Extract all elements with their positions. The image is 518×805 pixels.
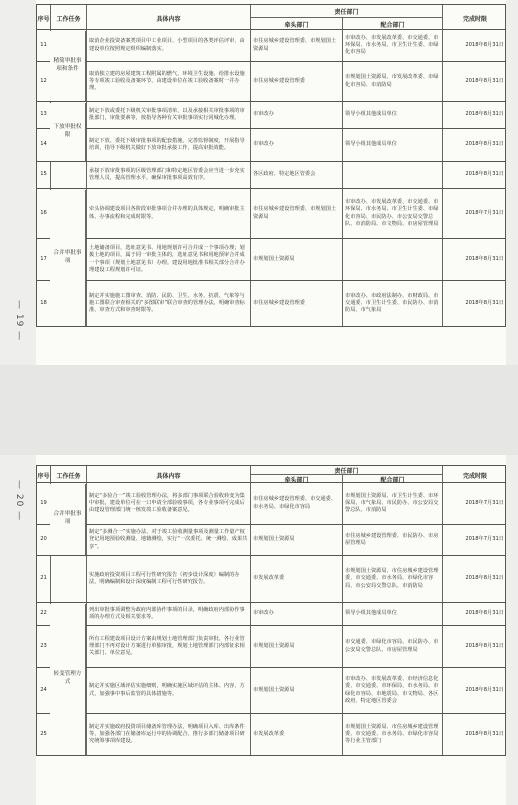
- row-coop-dept: 市审改办、市发展改革委、市交通委、市环保局、市水务局、市卫生计生委、市绿化市容局: [343, 30, 443, 61]
- row-deadline: 2018年8月31日: [465, 686, 504, 693]
- row-lead-dept: 市住房城乡建设管理委: [251, 281, 343, 326]
- row-lead-dept: 市审改办: [251, 102, 343, 128]
- header-coop: 配合部门: [343, 18, 443, 31]
- table-row: [36, 62, 506, 102]
- row-deadline: 2018年8月31日: [465, 111, 504, 118]
- row-deadline: 2018年8月31日: [465, 610, 504, 617]
- row-number: 18: [37, 281, 51, 326]
- page-number: — 19 —: [14, 300, 24, 342]
- row-content: 土地储备项目，选址意见书、用地规划许可合并成一个事项办理；划拨土地的项目，属于同一审批主体的，选址意见书和用地预审合并成一个事项（规划土地意见书）办理。建设用地批准书相关部分合并办理建设工程规划许可证。: [87, 239, 251, 280]
- row-content: 列出审批事项调整为政府内部协作事项的目录，明确政府内部协作事项的办理方式及相关要求等。: [87, 603, 251, 625]
- row-lead-dept: 市规划国土资源局: [251, 668, 343, 713]
- row-coop-dept: 领导小组其他成员单位: [343, 102, 443, 128]
- table-header: [36, 4, 506, 30]
- row-deadline: 2018年7月31日: [465, 536, 504, 543]
- header-responsible: 责任部门: [251, 466, 443, 475]
- row-number: 12: [37, 62, 51, 101]
- row-content: 牵头协调建设项目各阶段审批事项合并办理的具体规定，明确审批主体、办事流程和完成时限等。: [87, 189, 251, 238]
- row-deadline: 2018年8月31日: [465, 730, 504, 737]
- page-gap: [0, 365, 518, 455]
- row-coop-dept: [343, 239, 443, 280]
- row-deadline: 2018年8月31日: [465, 141, 504, 148]
- row-lead-dept: 市规划国土资源局: [251, 239, 343, 280]
- row-number: 21: [37, 556, 51, 602]
- row-lead-dept: 市审改办: [251, 129, 343, 161]
- table-row: [36, 525, 506, 556]
- task-group-label: 精简审批事项和条件: [50, 31, 86, 102]
- row-number: 13: [37, 102, 51, 128]
- task-group-label: 转变管理方式: [50, 604, 86, 756]
- row-number: 17: [37, 239, 51, 280]
- row-deadline: 2018年8月31日: [465, 41, 504, 48]
- row-deadline: 2018年8月31日: [465, 171, 504, 178]
- row-content: 取消企业投资备案类项目中工业项目、小型项目的各类评估评审，由建设单位按照规定组织编制落实。: [87, 30, 251, 61]
- row-content: 所有工程建设项目设计方案由规划土地管理部门负责审批，各行业管理部门不再对设计方案进行单独审批，规划土地管理部门内部征求相关部门、单位意见。: [87, 626, 251, 667]
- row-coop-dept: 市规划国土资源局、市卫生计生委、市环保局、市气象局、市民防办、市公安局交警总队、市消防局: [343, 483, 443, 524]
- row-coop-dept: 市审改办、市发展改革委、市经济信息化委、市交通委、市环保局、市水务局、市绿化市容局、市地震局、市文物局、各区政府、特定地区管委会: [343, 668, 443, 713]
- row-coop-dept: 市规划国土资源局、市住房城乡建设管理委、市交通委、市水务局、市绿化市容局等行业主管部门: [343, 714, 443, 755]
- row-number: 23: [37, 626, 51, 667]
- row-coop-dept: 领导小组其他成员单位: [343, 603, 443, 625]
- row-number: 11: [37, 30, 51, 61]
- page-number: — 20 —: [14, 480, 24, 522]
- header-task: 工作任务: [51, 466, 87, 484]
- header-lead: 牵头部门: [251, 18, 343, 31]
- row-lead-dept: 各区政府、特定地区管委会: [251, 162, 343, 188]
- table-row: [36, 239, 506, 281]
- row-content: 实施政府投资项目工程可行性研究报告（初步设计深度）编制的办法，明确编制和设计深度编制工程可行性研究报告。: [87, 556, 251, 602]
- task-group-label: 合并审批事项: [50, 190, 86, 327]
- table-row: [36, 162, 506, 189]
- row-coop-dept: 领导小组其他成员单位: [343, 129, 443, 161]
- table-row: [36, 189, 506, 239]
- row-lead-dept: 市发展改革委: [251, 714, 343, 755]
- task-group-label: 合并审批事项: [50, 484, 86, 556]
- header-no: 序号: [37, 466, 51, 484]
- row-content: 取消独立建的房屋建筑工程附属的燃气、环境卫生设施、给排水设施等专项竣工验收及备案环节，由建设单位在竣工验收备案时一并办理。: [87, 62, 251, 101]
- row-number: 22: [37, 603, 51, 625]
- header-content: 具体内容: [87, 466, 251, 484]
- table-row: [36, 603, 506, 626]
- row-number: 16: [37, 189, 51, 238]
- row-lead-dept: 市规划国土资源局: [251, 525, 343, 555]
- header-content: 具体内容: [87, 5, 251, 31]
- row-deadline: 2018年8月31日: [465, 575, 504, 582]
- row-task: [51, 162, 87, 188]
- header-task: 工作任务: [51, 5, 87, 31]
- row-task: [51, 556, 87, 602]
- row-number: 20: [37, 525, 51, 555]
- row-lead-dept: 市住房城乡建设管理委、市交通委、市水务局、市绿化市容局: [251, 483, 343, 524]
- row-deadline: 2018年7月31日: [465, 499, 504, 506]
- row-deadline: 2018年8月31日: [465, 299, 504, 306]
- row-content: 制定并实施区域评估实施细则，明确实施区域评估的主体、内容、方式，加强事中事后监管的具体措施等。: [87, 668, 251, 713]
- row-coop-dept: 市交通委、市绿化市容局、市民防办、市公安局交警总队、市房屋管理局: [343, 626, 443, 667]
- row-coop-dept: 市规划国土资源局、市住房城乡建设管理委、市交通委、市水务局、市绿化市容局、市公安局交警总队、市消防局: [343, 556, 443, 602]
- row-number: 24: [37, 668, 51, 713]
- row-deadline: 2018年8月31日: [465, 255, 504, 262]
- row-deadline: 2018年8月31日: [465, 642, 504, 649]
- header-responsible: 责任部门: [251, 5, 443, 18]
- row-lead-dept: 市住房城乡建设管理委、市规划国土资源局: [251, 30, 343, 61]
- table-header: [36, 465, 506, 483]
- header-no: 序号: [37, 5, 51, 31]
- table-row: [36, 483, 506, 525]
- row-content: 制定“多验合一”竣工验收管理办法，将多部门事项联合验收转变为集中审批，建设单位可在一口申请全部验收事项，各专业事项可完成后由建设管理部门统一核发竣工验收备案意见。: [87, 483, 251, 524]
- row-number: 19: [37, 483, 51, 524]
- table-row: [36, 668, 506, 714]
- row-content: 承接下放审批事项的区级管理部门和特定地区管委会应当进一步充实管理人员，提高管理水平，确保审批事项高效有序。: [87, 162, 251, 188]
- table-row: [36, 626, 506, 668]
- row-lead-dept: 市住房城乡建设管理委、市规划国土资源局: [251, 189, 343, 238]
- row-content: 制定并实施施工图审查、消防、民防、卫生、水务、抗震、气象等与施工图联合审查相关的“多图联审”联合审查的管理办法，明确审查标准、审查方式和审查时限等。: [87, 281, 251, 326]
- table-row: [36, 714, 506, 756]
- document-page-19: [36, 0, 506, 365]
- row-number: 14: [37, 129, 51, 161]
- row-deadline: 2018年7月31日: [465, 209, 504, 216]
- row-lead-dept: 市审改办: [251, 603, 343, 625]
- row-lead-dept: 市发展改革委: [251, 556, 343, 602]
- row-coop-dept: 市审改办、市发展改革委、市交通委、市环保局、市水务局、市卫生计生委、市绿化市容局、市民防办、市公安局交警总队、市消防局、市文物局、市房屋管理局: [343, 189, 443, 238]
- row-number: 25: [37, 714, 51, 755]
- row-content: 制定下放或委托下级机关审批事项清单，以及承接相关审批事项的审批部门，审批要素等，按指导各种有关审批事项实行同城化办理。: [87, 102, 251, 128]
- table-row: [36, 129, 506, 162]
- table-row: [36, 281, 506, 327]
- header-deadline: 完成时限: [462, 472, 487, 480]
- table-row: [36, 102, 506, 129]
- row-coop-dept: [343, 162, 443, 188]
- header-coop: 配合部门: [343, 475, 443, 484]
- row-content: 制定“多测合一”实施办法，对于竣工验收测量事项及测量工作量产权登记用地预验收测量、地籍测绘，实行“一次委托、统一测绘、成果共享”。: [87, 525, 251, 555]
- row-coop-dept: 市审改办、市政府法制办、市财政局、市交通委、市卫生计生委、市民防办、市消防局、市气象局: [343, 281, 443, 326]
- table-row: [36, 30, 506, 62]
- table-row: [36, 556, 506, 603]
- header-lead: 牵头部门: [251, 475, 343, 484]
- row-number: 15: [37, 162, 51, 188]
- row-deadline: 2018年8月31日: [465, 77, 504, 84]
- row-content: 制定并实施政府投资项目储备库管理办法，明确项目入库、出库条件等，加强各部门在储备库运行中的协调配合，推行多部门储备项目研究统筹事项库建设。: [87, 714, 251, 755]
- header-deadline: 完成时限: [462, 15, 487, 23]
- row-content: 制定下放、委托下级审批事项的配套措施，完善监督制度，开展指导培训，指导下级机关做好下放审批承接工作，提高审批效能。: [87, 129, 251, 161]
- row-lead-dept: 市规划国土资源局: [251, 626, 343, 667]
- row-lead-dept: 市住房城乡建设管理委: [251, 62, 343, 101]
- row-coop-dept: 市规划国土资源局、市发展改革委、市绿化市容局、市消防局: [343, 62, 443, 101]
- task-group-label: 下放审批权限: [50, 103, 86, 162]
- document-page-20: [36, 455, 506, 805]
- row-coop-dept: 市住房城乡建设管理委、市民防办、市房屋管理局: [343, 525, 443, 555]
